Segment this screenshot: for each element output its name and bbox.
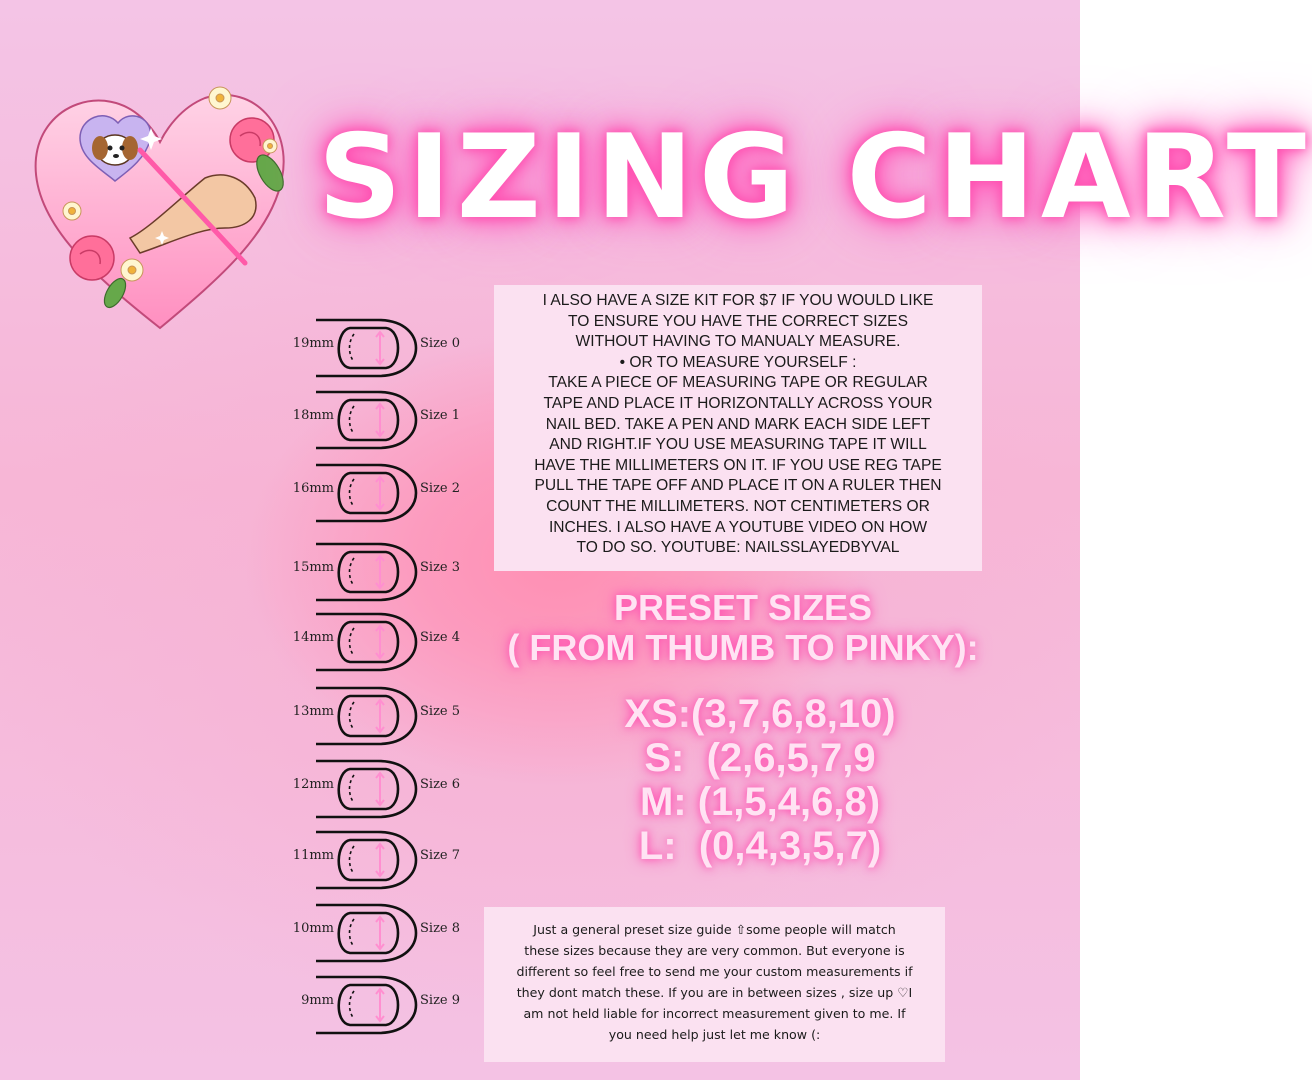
info-line: TAPE AND PLACE IT HORIZONTALLY ACROSS YOUR	[543, 394, 933, 412]
nail-width-label: 15mm	[292, 560, 334, 575]
info-line: I ALSO HAVE A SIZE KIT FOR $7 IF YOU WOULD LIKE	[542, 292, 934, 309]
nail-size-row	[276, 828, 476, 892]
info-line: TAKE A PIECE OF MEASURING TAPE OR REGULAR	[548, 374, 928, 392]
preset-guide-note-box	[484, 907, 945, 1062]
info-line: AND RIGHT.IF YOU USE MEASURING TAPE IT WILL	[549, 436, 927, 454]
preset-values: (1,5,4,6,8)	[686, 780, 881, 824]
nail-width-label: 19mm	[292, 336, 334, 351]
nail-outline-icon	[316, 828, 420, 892]
info-line: HAVE THE MILLIMETERS ON IT. IF YOU USE REG TAPE	[534, 456, 942, 474]
preset-label: M:	[639, 780, 687, 824]
nail-outline-icon	[316, 901, 420, 965]
nail-outline-icon	[316, 316, 420, 380]
note-line: they dont match these. If you are in between sizes , size up ♡I	[516, 985, 913, 1000]
preset-row-s	[560, 736, 960, 780]
nail-size-label: Size 2	[420, 481, 461, 496]
nail-size-row	[276, 461, 476, 525]
preset-label: XS:	[624, 692, 692, 736]
note-line: these sizes because they are very common. But everyone is	[524, 943, 905, 958]
nail-size-label: Size 4	[420, 630, 461, 645]
info-line: TO ENSURE YOU HAVE THE CORRECT SIZES	[568, 312, 908, 330]
info-line: WITHOUT HAVING TO MANUALY MEASURE.	[575, 333, 901, 351]
nail-width-label: 18mm	[292, 408, 334, 423]
nail-outline-icon	[316, 684, 420, 748]
nail-size-row	[276, 610, 476, 674]
nail-width-label: 9mm	[301, 993, 334, 1008]
preset-row-l	[560, 824, 960, 868]
nail-size-label: Size 3	[420, 560, 461, 575]
preset-row-m	[560, 780, 960, 824]
preset-sizes-heading	[500, 588, 986, 668]
note-line: you need help just let me know (:	[608, 1027, 821, 1042]
nail-size-label: Size 1	[420, 408, 461, 423]
nail-width-label: 12mm	[292, 777, 334, 792]
nail-artist-heart-logo	[30, 78, 290, 333]
nail-size-row	[276, 684, 476, 748]
nail-size-label: Size 7	[420, 848, 461, 863]
preset-subtitle-line: ( FROM THUMB TO PINKY):	[507, 627, 979, 668]
nail-outline-icon	[316, 610, 420, 674]
info-line: TO DO SO. YOUTUBE: NAILSSLAYEDBYVAL	[576, 539, 900, 557]
nail-size-label: Size 8	[420, 921, 461, 936]
nail-width-label: 13mm	[292, 704, 334, 719]
info-line: PULL THE TAPE OFF AND PLACE IT ON A RULER THEN	[534, 477, 942, 495]
nail-size-row	[276, 388, 476, 452]
preset-values: (3,7,6,8,10)	[691, 692, 896, 736]
info-line: INCHES. I ALSO HAVE A YOUTUBE VIDEO ON HOW	[548, 518, 928, 536]
nail-width-label: 10mm	[292, 921, 334, 936]
page-title: SIZING CHART	[318, 110, 1312, 245]
nail-size-row	[276, 757, 476, 821]
preset-label: S:	[644, 736, 685, 780]
nail-size-label: Size 6	[420, 777, 461, 792]
preset-label: L:	[638, 824, 677, 868]
preset-values: (0,4,3,5,7)	[676, 824, 882, 868]
nail-size-row	[276, 316, 476, 380]
size-kit-info-box	[494, 285, 982, 571]
nail-outline-icon	[316, 540, 420, 604]
nail-outline-icon	[316, 388, 420, 452]
preset-values: (2,6,5,7,9	[684, 736, 876, 780]
nail-size-row	[276, 540, 476, 604]
nail-size-label: Size 5	[420, 704, 461, 719]
note-line: Just a general preset size guide ⇧some people will match	[533, 922, 896, 937]
note-line: different so feel free to send me your custom measurements if	[516, 964, 913, 979]
preset-sizes-list	[560, 692, 960, 868]
nail-width-label: 11mm	[292, 848, 334, 863]
nail-outline-icon	[316, 973, 420, 1037]
nail-outline-icon	[316, 757, 420, 821]
nail-outline-icon	[316, 461, 420, 525]
nail-size-row	[276, 901, 476, 965]
nail-width-label: 16mm	[292, 481, 334, 496]
info-line: • OR TO MEASURE YOURSELF :	[619, 353, 857, 371]
note-line: am not held liable for incorrect measurement given to me. If	[523, 1006, 906, 1021]
nail-size-label: Size 9	[420, 993, 461, 1008]
nail-width-label: 14mm	[292, 630, 334, 645]
preset-row-xs	[560, 692, 960, 736]
info-line: COUNT THE MILLIMETERS. NOT CENTIMETERS OR	[546, 497, 930, 515]
nail-size-row	[276, 973, 476, 1037]
nail-size-label: Size 0	[420, 336, 461, 351]
preset-title-line: PRESET SIZES	[613, 587, 873, 628]
info-line: NAIL BED. TAKE A PEN AND MARK EACH SIDE LEFT	[545, 415, 931, 433]
